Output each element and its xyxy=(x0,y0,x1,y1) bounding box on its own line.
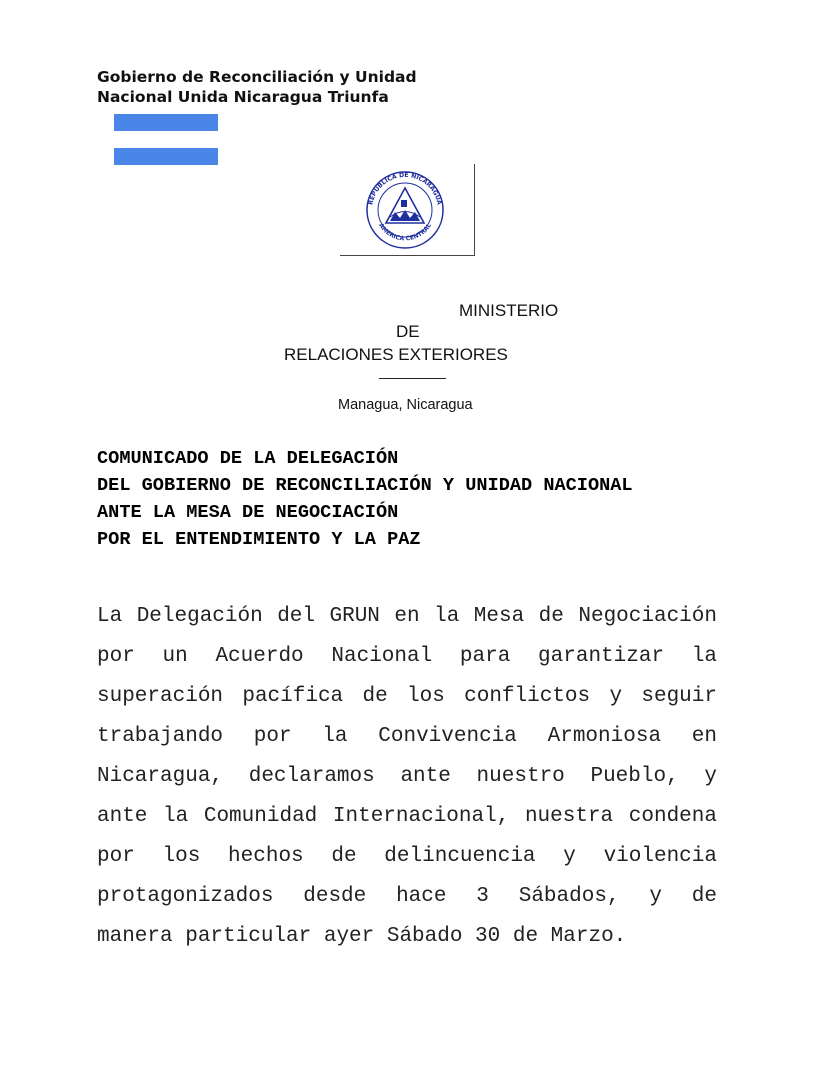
seal-frame xyxy=(340,164,475,256)
svg-text:AMERICA CENTRAL xyxy=(377,222,433,242)
flag-stripe-bottom xyxy=(114,148,218,165)
government-header xyxy=(97,67,417,107)
place-label: Managua, Nicaragua xyxy=(338,397,473,413)
flag-stripe-middle xyxy=(114,131,218,148)
document-title xyxy=(97,445,633,553)
seal-text-top: REPUBLICA DE NICARAGUA xyxy=(367,171,443,206)
body-line-4: trabajando por la Convivencia Armoniosa en xyxy=(97,725,717,748)
government-header-line-2: Nacional Unida Nicaragua Triunfa xyxy=(97,88,389,106)
seal-text-bottom: AMERICA CENTRAL xyxy=(377,222,433,243)
title-line-1: COMUNICADO DE LA DELEGACIÓN xyxy=(97,448,399,469)
title-line-4: POR EL ENTENDIMIENTO Y LA PAZ xyxy=(97,529,421,550)
body-line-8: protagonizados desde hace 3 Sábados, y de xyxy=(97,885,717,908)
flag-stripe-top xyxy=(114,114,218,131)
body-line-7: por los hechos de delincuencia y violencia xyxy=(97,845,717,868)
title-line-3: ANTE LA MESA DE NEGOCIACIÓN xyxy=(97,502,399,523)
body-line-5: Nicaragua, declaramos ante nuestro Pueblo, y xyxy=(97,765,717,788)
nicaragua-coat-of-arms-icon xyxy=(360,168,450,252)
body-line-1: La Delegación del GRUN en la Mesa de Negociación xyxy=(97,605,717,628)
ministry-line-3: RELACIONES EXTERIORES xyxy=(284,345,508,364)
government-header-line-1: Gobierno de Reconciliación y Unidad xyxy=(97,68,417,86)
ministry-divider xyxy=(379,378,446,379)
body-line-9: manera particular ayer Sábado 30 de Marzo. xyxy=(97,925,627,948)
ministry-line-2: DE xyxy=(396,322,420,341)
body-paragraph xyxy=(97,597,717,957)
ministry-line-1: MINISTERIO xyxy=(459,301,559,320)
body-line-2: por un Acuerdo Nacional para garantizar la xyxy=(97,645,717,668)
body-line-6: ante la Comunidad Internacional, nuestra condena xyxy=(97,805,717,828)
body-line-3: superación pacífica de los conflictos y seguir xyxy=(97,685,717,708)
title-line-2: DEL GOBIERNO DE RECONCILIACIÓN Y UNIDAD NACIONAL xyxy=(97,475,633,496)
nicaragua-flag-icon xyxy=(114,114,218,165)
